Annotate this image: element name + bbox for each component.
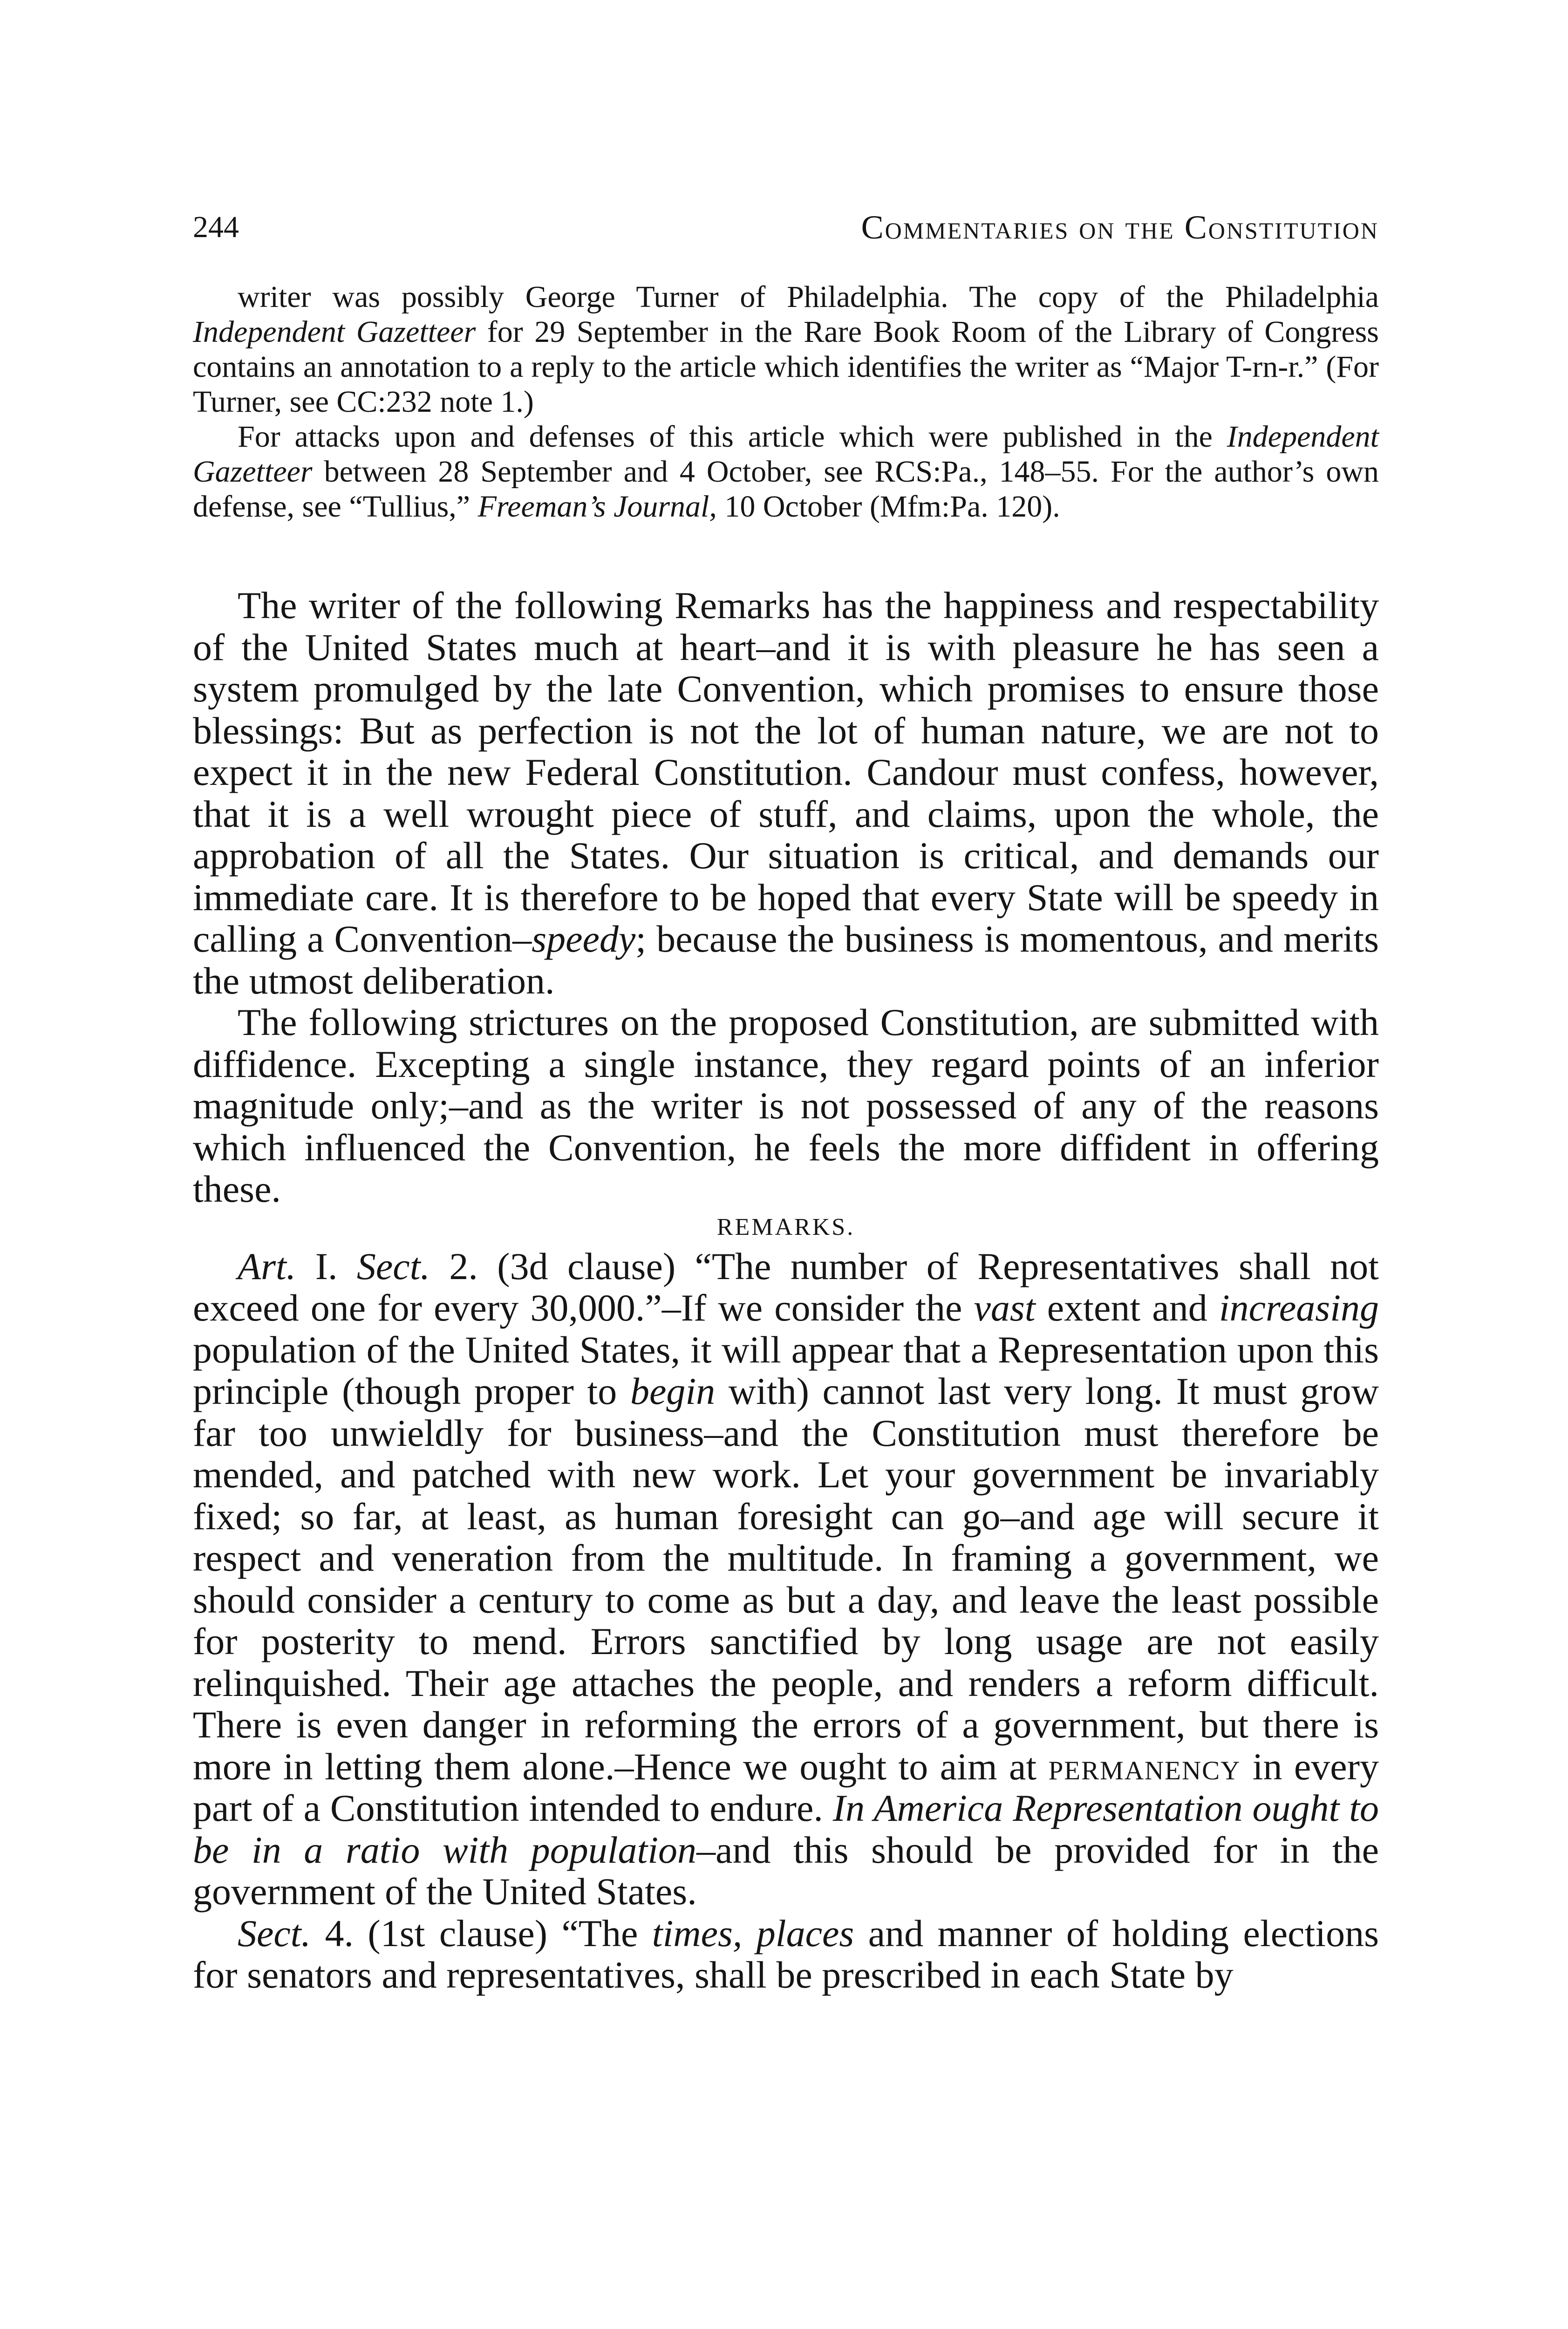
text-run: with) cannot last very long. It must grow far too unwieldly for business–and the Constitution must therefore be mended, and patched with new work. Let your government be invariably fixed; so far, at least, as human foresight can go–and age will secure it respect and veneration from the multitude. In framing a government, we should consider a century to come as but a day, and leave the least possible for posterity to mend. Errors sanctified by long usage are not easily relinquished. Their age attaches the people, and renders a reform difficult. There is even danger in reforming the errors of a government, but there is more in letting them alone.–Hence we ought to aim at: [193, 1370, 1379, 1788]
italic-emphasis: speedy: [532, 918, 636, 960]
headnote-paragraph: [193, 279, 1379, 419]
text-run: 10 October (Mfm:Pa. 120).: [716, 490, 1060, 524]
text-run: writer was possibly George Turner of Philadelphia. The copy of the Philadelphia: [238, 280, 1379, 314]
main-text: [193, 585, 1379, 1996]
italic-title: Independent Gazetteer: [193, 420, 1379, 489]
running-head: Commentaries on the Constitution: [861, 209, 1379, 246]
section-heading: REMARKS.: [716, 1213, 855, 1240]
text-run: in every part of a Constitution intended to endure.: [193, 1745, 1379, 1829]
text-run: –and this should be provided for in the government of the United States.: [193, 1828, 1379, 1913]
italic-emphasis: times, places: [652, 1912, 854, 1954]
text-run: between 28 September and 4 October, see RCS:Pa., 148–55. For the author’s own defense, see “Tullius,”: [193, 455, 1379, 524]
headnote: [193, 279, 1379, 524]
body-paragraph: [193, 585, 1379, 1001]
italic-title: Freeman’s Journal,: [477, 490, 717, 524]
body-paragraph: The following strictures on the proposed Constitution, are submitted with diffidence. Excepting a single instance, they regard points of an inferior magnitude only;–and as the writer is not possessed of any of the reasons which influenced the Convention, he feels the more diffident in offering these.: [193, 1001, 1379, 1210]
page-number: 244: [193, 210, 239, 244]
text-run: The writer of the following Remarks has the happiness and respectability of the United States much at heart–and it is with pleasure he has seen a system promulged by the late Convention, which promises to ensure those blessings: But as perfection is not the lot of human nature, we are not to expect it in the new Federal Constitution. Candour must confess, however, that it is a well wrought piece of stuff, and claims, upon the whole, the approbation of all the States. Our situation is critical, and demands our immediate care. It is therefore to be hoped that every State will be speedy in calling a Convention–: [193, 584, 1379, 960]
text-run: I.: [296, 1245, 357, 1287]
small-caps-emphasis: permanency: [1048, 1745, 1241, 1788]
text-run: and manner of holding elections for senators and representatives, shall be prescribed in each State by: [193, 1912, 1379, 1996]
italic-emphasis: begin: [630, 1370, 716, 1412]
body-paragraph: [193, 1246, 1379, 1913]
italic-emphasis: vast: [974, 1287, 1036, 1329]
text-run: 4. (1st clause) “The: [311, 1912, 652, 1954]
text-run: extent and: [1035, 1287, 1219, 1329]
italic-emphasis: Sect.: [238, 1912, 311, 1954]
text-run: ; because the business is momentous, and merits the utmost deliberation.: [193, 918, 1379, 1002]
italic-emphasis: Art.: [238, 1245, 296, 1287]
body-paragraph: [193, 1913, 1379, 1996]
italic-title: Independent Gazetteer: [193, 315, 476, 349]
text-run: 2. (3d clause) “The number of Representatives shall not exceed one for every 30,000.”–If we consider the: [193, 1245, 1379, 1329]
page-header: [193, 204, 1379, 251]
italic-emphasis: Sect.: [356, 1245, 430, 1287]
italic-emphasis: In America Representation ought to be in a ratio with population: [193, 1787, 1379, 1871]
text-run: for 29 September in the Rare Book Room of the Library of Congress contains an annotation to a reply to the article which identifies the writer as “Major T-rn-r.” (For Turner, see CC:232 note 1.): [193, 315, 1379, 419]
italic-emphasis: increasing: [1219, 1287, 1379, 1329]
text-run: For attacks upon and defenses of this article which were published in the: [238, 420, 1227, 454]
headnote-paragraph: [193, 419, 1379, 524]
text-run: population of the United States, it will appear that a Representation upon this principle (though proper to: [193, 1328, 1379, 1412]
